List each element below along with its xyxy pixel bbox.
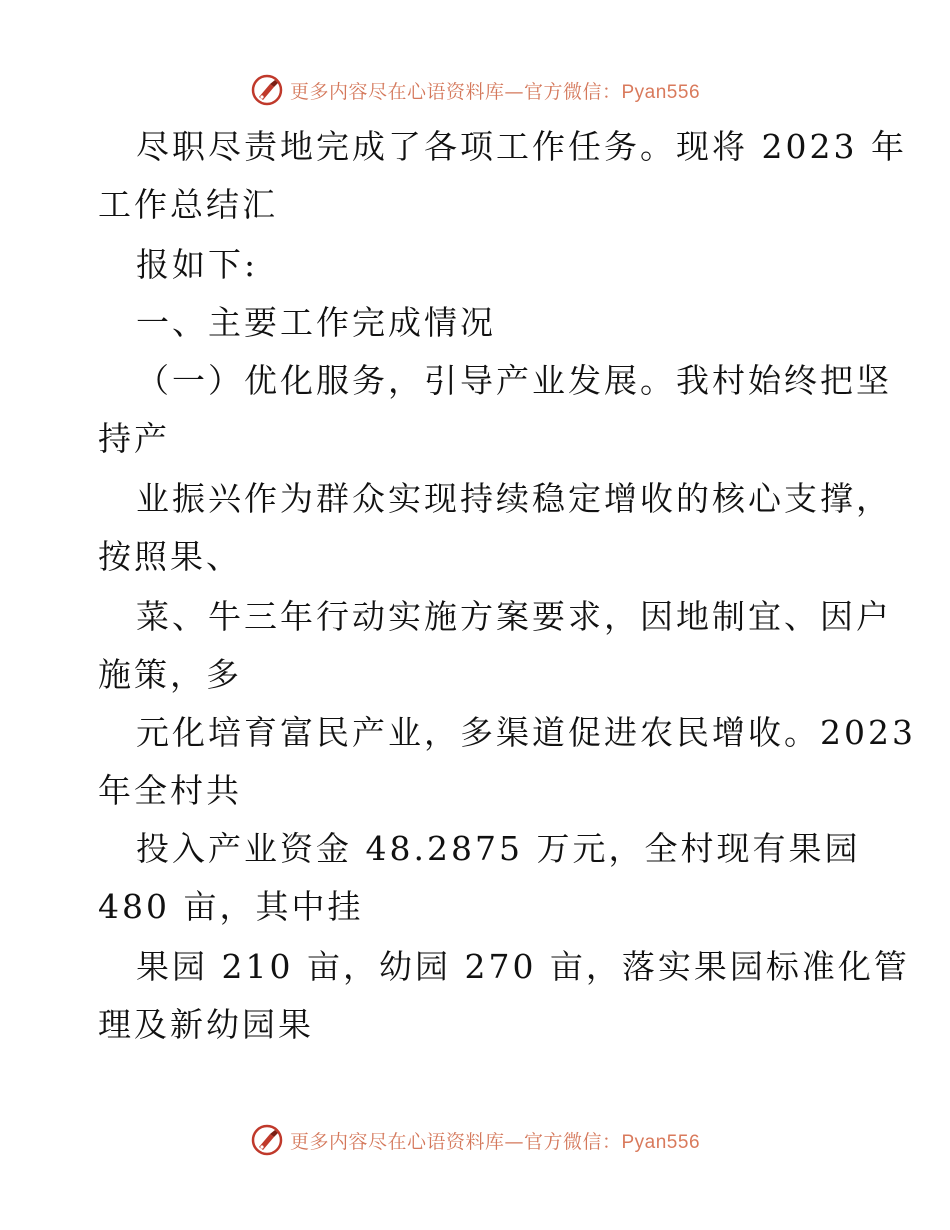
body-line: 业振兴作为群众实现持续稳定增收的核心支撑， xyxy=(136,479,892,518)
watermark-text-cn: 更多内容尽在心语资料库—官方微信： xyxy=(289,1130,622,1153)
body-line: （一）优化服务，引导产业发展。我村始终把坚 xyxy=(136,361,892,400)
body-line: 报如下: xyxy=(136,245,259,284)
body-line: 理及新幼园果 xyxy=(98,1005,314,1044)
top-watermark-banner xyxy=(0,70,950,110)
body-line: 菜、牛三年行动实施方案要求，因地制宜、因户 xyxy=(136,597,892,636)
watermark-text xyxy=(290,77,700,104)
watermark-text xyxy=(290,1127,700,1154)
body-line: 480 亩，其中挂 xyxy=(98,887,364,926)
body-line: 工作总结汇 xyxy=(98,185,278,224)
section-heading: 一、主要工作完成情况 xyxy=(136,303,496,342)
pen-nib-logo-icon xyxy=(250,1123,284,1157)
watermark-text-cn: 更多内容尽在心语资料库—官方微信： xyxy=(289,80,622,103)
body-line: 按照果、 xyxy=(98,537,242,576)
watermark-wechat-id: Pyan556 xyxy=(621,1131,701,1153)
pen-nib-logo-icon xyxy=(250,73,284,107)
body-line: 年全村共 xyxy=(98,771,242,810)
body-line: 持产 xyxy=(98,419,170,458)
body-line: 果园 210 亩，幼园 270 亩，落实果园标准化管 xyxy=(136,947,910,986)
watermark-wechat-id: Pyan556 xyxy=(621,81,701,103)
body-line: 投入产业资金 48.2875 万元，全村现有果园 xyxy=(136,829,861,868)
body-line: 元化培育富民产业，多渠道促进农民增收。2023 xyxy=(136,713,916,752)
body-line: 尽职尽责地完成了各项工作任务。现将 2023 年 xyxy=(136,127,907,166)
body-line: 施策，多 xyxy=(98,655,242,694)
bottom-watermark-banner xyxy=(0,1120,950,1160)
